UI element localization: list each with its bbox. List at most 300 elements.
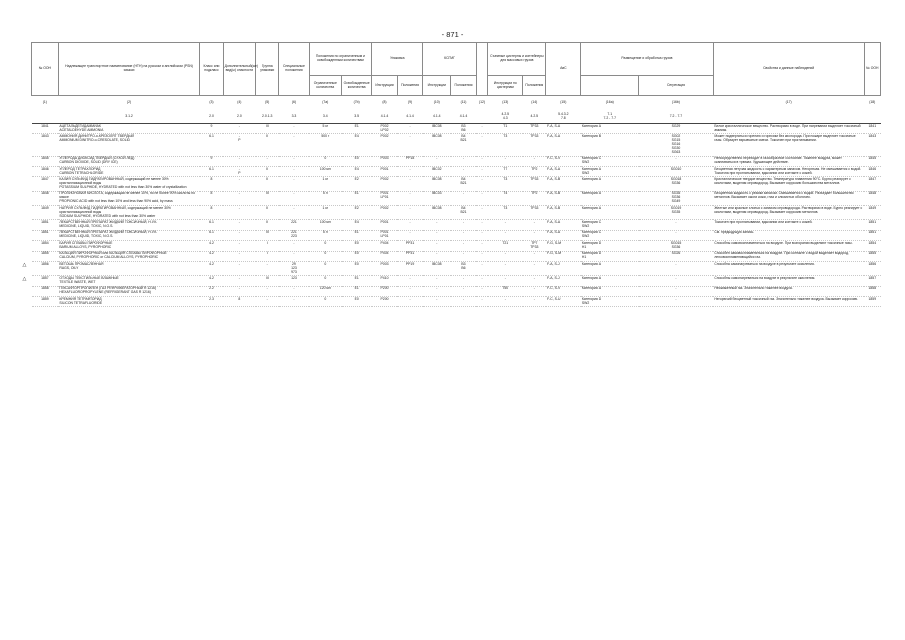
- cell-un-number: 1858: [32, 286, 59, 296]
- reference-cell: 4.1.4: [397, 110, 423, 124]
- cell-ems: F-A, S-A: [546, 124, 581, 134]
- cell-tank-provision: TP2: [523, 166, 546, 176]
- cell-tank-instruction: -: [488, 276, 523, 286]
- cell-special-provisions: 29 123 973: [279, 261, 309, 275]
- cell-special-provisions: -: [279, 156, 309, 166]
- cell-ibc-provision: -: [451, 230, 477, 240]
- cell-segregation: -: [639, 156, 713, 166]
- cell-tank-provision: -: [523, 156, 546, 166]
- cell-segregation: -: [639, 286, 713, 296]
- cell-ibc-instruction: IBC08: [423, 134, 451, 156]
- cell-ibc-provision: -: [451, 276, 477, 286]
- reference-cell: 3.3: [279, 110, 309, 124]
- cell-limited-quantity: 0: [309, 297, 342, 307]
- cell-packing-group: II: [256, 134, 279, 156]
- table-row: [32, 134, 881, 156]
- cell-tank-instruction: T50: [488, 286, 523, 296]
- cell-ems: F-A, S-A: [546, 134, 581, 156]
- cell-stowage: Категория A: [581, 205, 639, 219]
- cell-tank-provision: -: [523, 220, 546, 230]
- table-header: [32, 43, 881, 124]
- cell-ems: F-G, S-M: [546, 251, 581, 261]
- cell-packing-instruction: P410: [372, 276, 398, 286]
- cell-col-12: -: [476, 276, 488, 286]
- cell-packing-provision: PP31: [397, 241, 423, 251]
- cell-un-number-right: 1846: [864, 166, 880, 176]
- cell-subsidiary-hazard: -: [223, 124, 256, 134]
- cell-segregation: SG29: [639, 124, 713, 134]
- cell-limited-quantity: 0: [309, 276, 342, 286]
- cell-stowage: Категория B: [581, 134, 639, 156]
- cell-tank-provision: -: [523, 286, 546, 296]
- cell-un-number: 1859: [32, 297, 59, 307]
- cell-segregation: SG02 SG15 SG16 SG30 SG63: [639, 134, 713, 156]
- cell-ems: F-A, S-J: [546, 276, 581, 286]
- cell-un-number-right: 1848: [864, 191, 880, 205]
- cell-proper-shipping-name: НАТРИЯ СУЛЬФИД ГИДРАТИРОВАННЫЙ, содержащий не менее 30% кристаллизационной воды SODIUM SULPHIDE, HYDRATED with not less than 30% water: [58, 205, 200, 219]
- cell-un-number: 1849: [32, 205, 59, 219]
- cell-ibc-provision: -: [451, 166, 477, 176]
- cell-limited-quantity: 5 л: [309, 230, 342, 240]
- column-number: (16b): [672, 100, 680, 105]
- cell-stowage: Категория D SW2: [581, 297, 639, 307]
- cell-packing-provision: PP18: [397, 156, 423, 166]
- cell-class: 6.1: [200, 220, 223, 230]
- cell-special-provisions: -: [279, 241, 309, 251]
- cell-tank-instruction: T3: [488, 177, 523, 191]
- cell-special-provisions: -: [279, 124, 309, 134]
- cell-un-number: 1856 △: [32, 261, 59, 275]
- cell-packing-instruction: P404: [372, 251, 398, 261]
- cell-segregation: SG35 SG36 SG49: [639, 191, 713, 205]
- cell-limited-quantity: 5 л: [309, 191, 342, 205]
- cell-stowage: Категория A: [581, 286, 639, 296]
- cell-tank-provision: TP33: [523, 177, 546, 191]
- cell-properties: Бесцветная жидкость с резким запахом. Смешивается с водой. Разъедает большинство металлов. Вызывает ожоги кожи, глаз и слизистых оболочек.: [713, 191, 864, 205]
- header-properties: Свойства и данные наблюдений: [713, 43, 864, 96]
- cell-packing-instruction: P002: [372, 177, 398, 191]
- cell-tank-provision: TP33: [523, 124, 546, 134]
- cell-stowage: Категория C SW2: [581, 230, 639, 240]
- cell-packing-group: II: [256, 177, 279, 191]
- cell-proper-shipping-name: ОТХОДЫ ТЕКСТИЛЬНЫЕ ВЛАЖНЫЕ TEXTILE WASTE, WET: [58, 276, 200, 286]
- cell-packing-provision: -: [397, 191, 423, 205]
- cell-ibc-provision: B4 B21: [451, 177, 477, 191]
- cell-packing-group: I: [256, 251, 279, 261]
- cell-packing-instruction: P404: [372, 241, 398, 251]
- cell-col-12: -: [476, 177, 488, 191]
- cell-ibc-instruction: IBC08: [423, 205, 451, 219]
- cell-ibc-instruction: -: [423, 286, 451, 296]
- cell-class: 4.2: [200, 241, 223, 251]
- cell-tank-instruction: T21: [488, 241, 523, 251]
- cell-ibc-provision: B3 B6: [451, 261, 477, 275]
- cell-col-12: -: [476, 166, 488, 176]
- reference-cell: 2.0: [200, 110, 223, 124]
- cell-properties: Кристаллическое твердое вещество. Температура плавления 90°C. Бурно реагирует с кислотами, выделяя сероводород. Вызывает коррозию большинства металлов.: [713, 177, 864, 191]
- cell-proper-shipping-name: КРЕМНИЯ ТЕТРАФТОРИД SILICON TETRAFLUORIDE: [58, 297, 200, 307]
- cell-segregation: -: [639, 276, 713, 286]
- cell-ibc-provision: B4 B21: [451, 134, 477, 156]
- cell-tank-instruction: -: [488, 220, 523, 230]
- cell-tank-provision: -: [523, 297, 546, 307]
- cell-limited-quantity: 1 кг: [309, 205, 342, 219]
- cell-special-provisions: -: [279, 166, 309, 176]
- reference-cell: 3.1.2: [58, 110, 200, 124]
- cell-un-number: 1847: [32, 177, 59, 191]
- cell-excepted-quantity: E1: [342, 276, 372, 286]
- cell-special-provisions: 221: [279, 220, 309, 230]
- dangerous-goods-list-table: [22, 42, 881, 307]
- cell-packing-group: -: [256, 261, 279, 275]
- cell-stowage: Категория D H1: [581, 241, 639, 251]
- cell-ems: F-A, S-B: [546, 191, 581, 205]
- table-row: [32, 286, 881, 296]
- cell-packing-group: II: [256, 220, 279, 230]
- cell-un-number: 1843: [32, 134, 59, 156]
- cell-un-number-right: 1845: [864, 156, 880, 166]
- cell-col-12: -: [476, 124, 488, 134]
- cell-stowage: Категория A: [581, 124, 639, 134]
- cell-class: 2.3: [200, 297, 223, 307]
- cell-packing-instruction: P001: [372, 166, 398, 176]
- cell-limited-quantity: 500 г: [309, 134, 342, 156]
- cell-packing-group: III: [256, 191, 279, 205]
- column-number: (13): [502, 100, 509, 105]
- header-ibc-provisions: Положения: [451, 76, 477, 96]
- cell-segregation: -: [639, 261, 713, 275]
- cell-un-number: 1848: [32, 191, 59, 205]
- cell-tank-provision: TP33: [523, 134, 546, 156]
- cell-packing-group: -: [256, 286, 279, 296]
- cell-packing-instruction: P001 LP01: [372, 191, 398, 205]
- header-packing-instructions: Инструкции: [372, 76, 398, 96]
- cell-excepted-quantity: E4: [342, 134, 372, 156]
- column-number: (9): [407, 100, 413, 105]
- reference-cell: 3.4: [309, 110, 342, 124]
- table-row: [32, 177, 881, 191]
- cell-special-provisions: -: [279, 134, 309, 156]
- cell-un-number: 1854: [32, 241, 59, 251]
- reference-cell: 4.1.4: [372, 110, 398, 124]
- table-row: [32, 241, 881, 251]
- cell-tank-provision: -: [523, 230, 546, 240]
- column-number: (6): [291, 100, 297, 105]
- cell-class: 9: [200, 124, 223, 134]
- cell-properties: Бесцветная летучая жидкость с характерным запахом. Негорючая. Не смешивается с водой. Токсична при проглатывании, вдыхании или контакте с кожей.: [713, 166, 864, 176]
- cell-packing-group: III: [256, 276, 279, 286]
- cell-packing-instruction: P003: [372, 156, 398, 166]
- cell-packing-group: -: [256, 297, 279, 307]
- column-number: (15): [560, 100, 567, 105]
- cell-excepted-quantity: E0: [342, 251, 372, 261]
- cell-segregation: -: [639, 297, 713, 307]
- cell-tank-provision: TP2: [523, 191, 546, 205]
- cell-properties: Может подвергаться горению и горючим без кислорода. При пожаре выделяет токсичные газы. Образует взрывчатые смеси. Токсичен при проглатывании.: [713, 134, 864, 156]
- cell-stowage: Категория A SW2: [581, 166, 639, 176]
- cell-tank-instruction: -: [488, 230, 523, 240]
- cell-subsidiary-hazard: - P: [223, 166, 256, 176]
- table-row: [32, 166, 881, 176]
- cell-un-number: 1855: [32, 251, 59, 261]
- cell-tank-instruction: T3: [488, 134, 523, 156]
- cell-properties: Токсичен при проглатывании, вдыхании или контакте с кожей.: [713, 220, 864, 230]
- column-number: (14): [531, 100, 538, 105]
- header-subsidiary-hazard: Дополнительный(ые) вид(ы) опасности: [223, 43, 256, 96]
- cell-excepted-quantity: E1: [342, 191, 372, 205]
- cell-properties: Непосредственно переходит в газообразное состояние. Тяжелее воздуха, может скапливаться в трюмах. Удушающее действие.: [713, 156, 864, 166]
- cell-ibc-provision: -: [451, 156, 477, 166]
- reference-cell: [864, 110, 880, 124]
- cell-tank-instruction: T3: [488, 205, 523, 219]
- cell-special-provisions: -: [279, 191, 309, 205]
- cell-ems: F-A, S-A: [546, 166, 581, 176]
- cell-packing-group: II: [256, 205, 279, 219]
- header-segregation: Сегрегация: [639, 76, 713, 96]
- cell-proper-shipping-name: БАРИЯ СПЛАВЫ ПИРОФОРНЫЕ BARIUM ALLOYS, PYROPHORIC: [58, 241, 200, 251]
- cell-properties: Белое кристаллическое вещество. Растворимо в воде. При нагревании выделяет токсичный аммиак.: [713, 124, 864, 134]
- cell-excepted-quantity: E2: [342, 177, 372, 191]
- cell-un-number: 1851: [32, 220, 59, 230]
- cell-un-number-right: 1847: [864, 177, 880, 191]
- cell-ibc-instruction: IBC08: [423, 261, 451, 275]
- cell-tank-instruction: -: [488, 261, 523, 275]
- reference-cell: 2.0: [223, 110, 256, 124]
- reference-cell: 2.0.1.3: [256, 110, 279, 124]
- cell-proper-shipping-name: АММОНИЯ ДИНИТРО-о-КРЕЗОЛЯТ ТВЕРДЫЙ AMMONIUM DINITRO-o-CRESOLATE, SOLID: [58, 134, 200, 156]
- column-numbers-row: [32, 96, 881, 111]
- cell-packing-group: III: [256, 124, 279, 134]
- cell-excepted-quantity: E1: [342, 230, 372, 240]
- cell-tank-instruction: -: [488, 156, 523, 166]
- cell-excepted-quantity: E4: [342, 166, 372, 176]
- cell-packing-group: II: [256, 166, 279, 176]
- cell-ibc-provision: -: [451, 191, 477, 205]
- cell-ibc-provision: -: [451, 286, 477, 296]
- column-number: (10): [433, 100, 440, 105]
- header-packing-provisions: Положения: [397, 76, 423, 96]
- cell-proper-shipping-name: ГЕКСАФТОРПРОПИЛЕН (ГАЗ РЕФРИЖЕРАТОРНЫЙ R 1216) HEXAFLUOROPROPYLENE (REFRIGERANT GAS R 1216): [58, 286, 200, 296]
- cell-un-number: 1841: [32, 124, 59, 134]
- reference-cell: 3.5: [342, 110, 372, 124]
- table-row: [32, 251, 881, 261]
- cell-subsidiary-hazard: -: [223, 251, 256, 261]
- cell-packing-instruction: P200: [372, 297, 398, 307]
- header-excepted-quantities: Освобожденные количества: [342, 76, 372, 96]
- cell-segregation: -: [639, 230, 713, 240]
- header-ems: АвС: [546, 43, 581, 96]
- table-row: [32, 261, 881, 275]
- cell-special-provisions: -: [279, 177, 309, 191]
- cell-ems: F-C, S-V: [546, 286, 581, 296]
- cell-subsidiary-hazard: -: [223, 220, 256, 230]
- cell-segregation: -: [639, 220, 713, 230]
- header-packing-group: Группа упаковки: [256, 43, 279, 96]
- cell-ibc-provision: -: [451, 251, 477, 261]
- cell-subsidiary-hazard: -: [223, 276, 256, 286]
- cell-class: 8: [200, 177, 223, 191]
- cell-packing-provision: -: [397, 124, 423, 134]
- reference-cell: [476, 110, 488, 124]
- column-number: (18): [869, 100, 876, 105]
- cell-special-provisions: -: [279, 205, 309, 219]
- cell-tank-provision: -: [523, 261, 546, 275]
- table-row: [32, 156, 881, 166]
- column-number: (11): [460, 100, 467, 105]
- cell-packing-instruction: P003: [372, 261, 398, 275]
- header-limited-quantities: Ограниченные количества: [309, 76, 342, 96]
- column-number: (7a): [322, 100, 329, 105]
- cell-packing-provision: -: [397, 276, 423, 286]
- cell-ems: F-A, S-B: [546, 177, 581, 191]
- cell-ibc-instruction: -: [423, 276, 451, 286]
- cell-col-12: -: [476, 261, 488, 275]
- cell-limited-quantity: 0: [309, 156, 342, 166]
- cell-col-12: -: [476, 251, 488, 261]
- header-un-number-right: № ООН: [864, 43, 880, 96]
- cell-limited-quantity: 0: [309, 241, 342, 251]
- cell-segregation: SG018 SG36: [639, 177, 713, 191]
- reference-cell: 4.2.5: [523, 110, 546, 124]
- cell-properties: См. предыдущую запись.: [713, 230, 864, 240]
- cell-properties: Способны самонагреваться на воздухе в результате окисления.: [713, 276, 864, 286]
- reference-cell: 4.2.5 4.3: [488, 110, 523, 124]
- cell-proper-shipping-name: КАЛИЯ СУЛЬФИД ГИДРАТИРОВАННЫЙ, содержащий не менее 30% кристаллизационной воды POTASSIUM SULPHIDE, HYDRATED with not less than 30% water of crystallization: [58, 177, 200, 191]
- cell-stowage: Категория A: [581, 177, 639, 191]
- cell-special-provisions: -: [279, 297, 309, 307]
- cell-ibc-instruction: -: [423, 220, 451, 230]
- cell-excepted-quantity: E4: [342, 220, 372, 230]
- cell-class: 8: [200, 191, 223, 205]
- cell-class: 9: [200, 156, 223, 166]
- cell-limited-quantity: 120 мл: [309, 286, 342, 296]
- cell-tank-instruction: T4: [488, 191, 523, 205]
- table-row: [32, 230, 881, 240]
- column-number: (7b): [353, 100, 360, 105]
- column-number: (16a): [605, 100, 614, 105]
- cell-segregation: SG015 SG36: [639, 241, 713, 251]
- header-ibc-instructions: Инструкции: [423, 76, 451, 96]
- cell-subsidiary-hazard: -: [223, 205, 256, 219]
- cell-col-12: -: [476, 156, 488, 166]
- cell-col-12: -: [476, 297, 488, 307]
- cell-properties: Желтые или красные хлопья с запахом сероводорода. Растворимо в воде. Бурно реагирует с кислотами, выделяя сероводород. Вызывает коррозию металлов.: [713, 205, 864, 219]
- cell-packing-provision: -: [397, 134, 423, 156]
- header-ibc-group: КСГМГ: [423, 43, 476, 76]
- cell-un-number-right: 1859: [864, 297, 880, 307]
- cell-subsidiary-hazard: -: [223, 177, 256, 191]
- cell-packing-group: -: [256, 156, 279, 166]
- cell-properties: Несжиженный газ. Значительно тяжелее воздуха.: [713, 286, 864, 296]
- cell-ibc-provision: -: [451, 297, 477, 307]
- cell-un-number-right: 1856: [864, 261, 880, 275]
- header-class: Класс или подкласс: [200, 43, 223, 96]
- cell-packing-instruction: P002 LP02: [372, 124, 398, 134]
- cell-ibc-instruction: -: [423, 251, 451, 261]
- header-stowage-group: Размещение и обработка грузов: [581, 43, 713, 76]
- cell-class: 4.2: [200, 276, 223, 286]
- cell-col-12: -: [476, 241, 488, 251]
- cell-col-12: -: [476, 205, 488, 219]
- cell-packing-provision: -: [397, 220, 423, 230]
- cell-properties: Способны самовоспламеняться на воздухе. При возгорании выделяют токсичные газы.: [713, 241, 864, 251]
- cell-un-number-right: 1855: [864, 251, 880, 261]
- reference-cell: 4.1.4: [451, 110, 477, 124]
- cell-class: 4.2: [200, 261, 223, 275]
- cell-ibc-provision: B3 B6: [451, 124, 477, 134]
- cell-tank-provision: -: [523, 251, 546, 261]
- cell-packing-provision: -: [397, 286, 423, 296]
- cell-ibc-provision: -: [451, 220, 477, 230]
- cell-ibc-instruction: IBC03: [423, 191, 451, 205]
- cell-limited-quantity: 0: [309, 261, 342, 275]
- cell-class: 6.1: [200, 166, 223, 176]
- cell-class: 6.1: [200, 230, 223, 240]
- cell-packing-provision: -: [397, 230, 423, 240]
- reference-cell: 5.4.3.2 7.8: [546, 110, 581, 124]
- cell-col-12: -: [476, 220, 488, 230]
- cell-excepted-quantity: E1: [342, 286, 372, 296]
- cell-un-number-right: 1849: [864, 205, 880, 219]
- cell-col-12: -: [476, 286, 488, 296]
- column-number: (4): [237, 100, 242, 105]
- cell-packing-group: I: [256, 241, 279, 251]
- cell-ems: F-C, S-V: [546, 156, 581, 166]
- cell-ibc-instruction: IBC08: [423, 177, 451, 191]
- reference-row: [32, 110, 881, 124]
- cell-subsidiary-hazard: -: [223, 241, 256, 251]
- cell-un-number: 1857 △: [32, 276, 59, 286]
- cell-subsidiary-hazard: -: [223, 156, 256, 166]
- cell-ems: F-A, S-A: [546, 220, 581, 230]
- cell-limited-quantity: 1 кг: [309, 177, 342, 191]
- column-number: (17): [785, 100, 792, 105]
- header-psn: Надлежащее транспортное наименование (НТН) на русском и английском (PSN) языках: [58, 43, 200, 96]
- cell-properties: Способен самовоспламеняться на воздухе. При контакте с водой выделяет водород, легковоспламеняющийся газ.: [713, 251, 864, 261]
- header-limited-excepted-group: Положения по ограниченным и освобожденным количествам: [309, 43, 372, 76]
- cell-stowage: Категория A: [581, 191, 639, 205]
- cell-ibc-instruction: -: [423, 297, 451, 307]
- table-row: [32, 124, 881, 134]
- cell-subsidiary-hazard: -: [223, 261, 256, 275]
- cell-special-provisions: 123: [279, 276, 309, 286]
- cell-proper-shipping-name: УГЛЕРОДА ДИОКСИД ТВЕРДЫЙ (СУХОЙ ЛЕД) CARBON DIOXIDE, SOLID (DRY ICE): [58, 156, 200, 166]
- cell-ems: F-A, S-A: [546, 230, 581, 240]
- cell-stowage: Категория C SW2: [581, 156, 639, 166]
- cell-ems: F-C, S-U: [546, 297, 581, 307]
- header-tank-provisions: Положения: [523, 76, 546, 96]
- column-number: (3): [209, 100, 214, 105]
- header-un-number: № ООН: [32, 43, 59, 96]
- cell-un-number-right: 1857: [864, 276, 880, 286]
- cell-packing-provision: -: [397, 166, 423, 176]
- change-marker-icon: △: [22, 261, 27, 268]
- cell-subsidiary-hazard: - P: [223, 134, 256, 156]
- change-marker-icon: △: [22, 276, 27, 283]
- cell-stowage: Категория C SW2: [581, 220, 639, 230]
- cell-limited-quantity: 0: [309, 251, 342, 261]
- cell-excepted-quantity: E1: [342, 124, 372, 134]
- cell-un-number-right: 1851: [864, 220, 880, 230]
- cell-proper-shipping-name: КАЛЬЦИЙ ПИРОФОРНЫЙ или КАЛЬЦИЯ СПЛАВЫ ПИРОФОРНЫЕ CALCIUM, PYROPHORIC or CALCIUM ALLOYS, PYROPHORIC: [58, 251, 200, 261]
- cell-proper-shipping-name: АЦЕТАЛЬДЕГИДАММИАК ACETALDEHYDE AMMONIA: [58, 124, 200, 134]
- cell-tank-provision: -: [523, 276, 546, 286]
- cell-packing-provision: PP31: [397, 251, 423, 261]
- cell-subsidiary-hazard: -: [223, 286, 256, 296]
- table-row: [32, 297, 881, 307]
- cell-segregation: SG26: [639, 251, 713, 261]
- cell-excepted-quantity: E2: [342, 205, 372, 219]
